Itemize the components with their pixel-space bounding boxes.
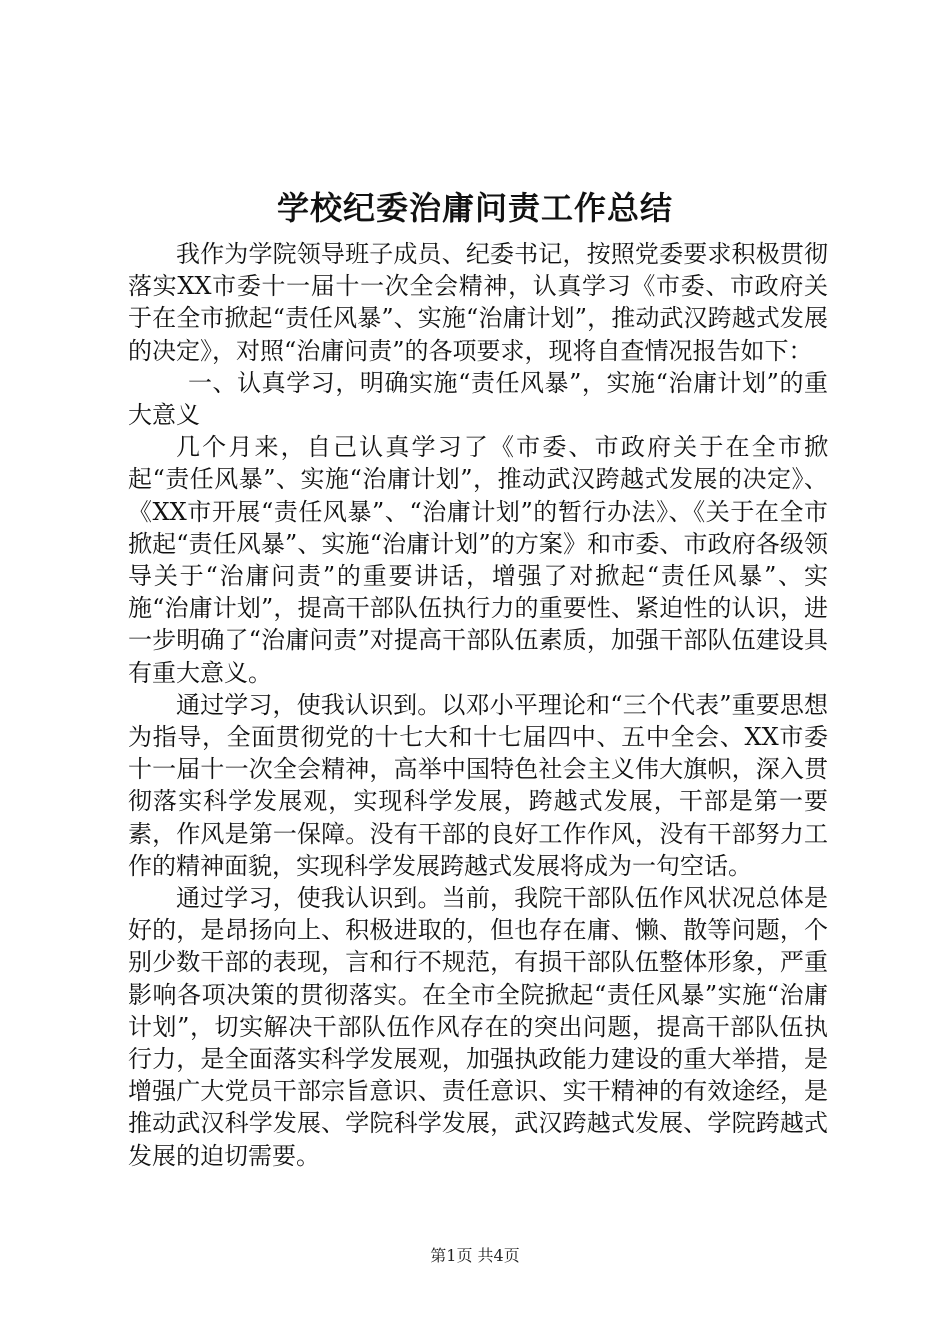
section-heading-1: 一、认真学习，明确实施“责任风暴”，实施“治庸计划”的重大意义 (128, 368, 828, 430)
paragraph-intro: 我作为学院领导班子成员、纪委书记，按照党委要求积极贯彻落实XX市委十一届十一次全会精神，认真学习《市委、市政府关于在全市掀起“责任风暴”、实施“治庸计划”，推动武汉跨越式发展的决定》，对照“治庸问责”的各项要求，现将自查情况报告如下： (128, 240, 828, 365)
page-number-footer: 第1页 共4页 (430, 1246, 520, 1265)
document-title: 学校纪委治庸问责工作总结 (276, 189, 673, 227)
paragraph-understanding-1: 通过学习，使我认识到。以邓小平理论和“三个代表”重要思想为指导，全面贯彻党的十七大和十七届四中、五中全会、XX市委十一届十一次全会精神，高举中国特色社会主义伟大旗帜，深入贯彻落实科学发展观，实现科学发展，跨越式发展，干部是第一要素，作风是第一保障。没有干部的良好工作作风，没有干部努力工作的精神面貌，实现科学发展跨越式发展将成为一句空话。 (128, 690, 828, 880)
paragraph-understanding-2: 通过学习，使我认识到。当前，我院干部队伍作风状况总体是好的，是昂扬向上、积极进取的，但也存在庸、懒、散等问题，个别少数干部的表现，言和行不规范，有损干部队伍整体形象，严重影响各项决策的贯彻落实。在全市全院掀起“责任风暴”实施“治庸计划”，切实解决干部队伍作风存在的突出问题，提高干部队伍执行力，是全面落实科学发展观，加强执政能力建设的重大举措，是增强广大党员干部宗旨意识、责任意识、实干精神的有效途经，是推动武汉科学发展、学院科学发展，武汉跨越式发展、学院跨越式发展的迫切需要。 (128, 884, 828, 1170)
document-body (128, 238, 828, 1172)
paragraph-study: 几个月来，自己认真学习了《市委、市政府关于在全市掀起“责任风暴”、实施“治庸计划”，推动武汉跨越式发展的决定》、《XX市开展“责任风暴”、“治庸计划”的暂行办法》、《关于在全市掀起“责任风暴”、实施“治庸计划”的方案》和市委、市政府各级领导关于“治庸问责”的重要讲话，增强了对掀起“责任风暴”、实施“治庸计划”，提高干部队伍执行力的重要性、紧迫性的认识，进一步明确了“治庸问责”对提高干部队伍素质，加强干部队伍建设具有重大意义。 (128, 433, 828, 687)
